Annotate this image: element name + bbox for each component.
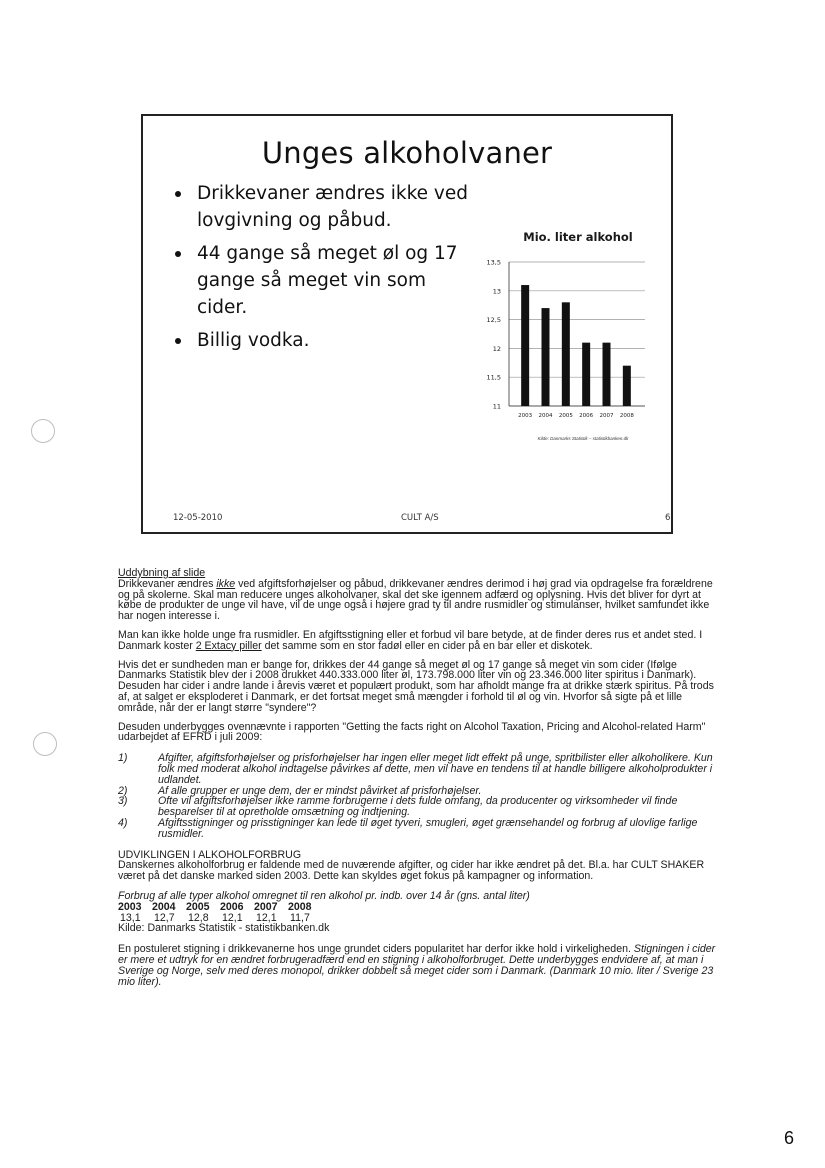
text-run: det samme som en stor fadøl eller en cider på en bar eller et diskotek. [261,639,593,652]
chart-title: Mio. liter alkohol [523,230,633,244]
notes-heading: Uddybning af slide [118,567,206,579]
bar [562,302,570,406]
list-item [118,753,716,785]
year-cell: 2004 [152,900,176,913]
bar [623,366,631,406]
list-text: Afgiftsstigninger og prisstigninger kan lede til øget tyveri, smugleri, øget grænsehandel og forbrug af ulovlige farlige rusmidler. [158,816,698,840]
year-cell: 2006 [220,900,244,913]
list-number: 4) [118,816,128,829]
text-run-italic: Stigningen i cider er mere et udtryk for en ændret forbrugeradfærd end en stigning i alkoholforbruget. Dette underbygges endvidere af, at man i Sverige og Norge, selv med deres monopol, drikker dobbelt så meget cider som i Danmark. (Danmark 10 mio. liter / Sverige 23 mio liter). [118,943,716,988]
underlined-phrase: 2 Extacy piller [195,639,262,652]
bar [603,343,611,406]
bar-chart [473,224,653,459]
text-run: ved afgiftsforhøjelser og påbud, drikkevaner ændres derimod i høj grad via opdragelse fra forældrene og på skolerne. Skal man reducere unges alkoholvaner, skal det ske igennem adfærd og oplysning. Hvis det bliver for dyrt at købe de produkter de unge vil have, vil de unge også i højere grad ty til andre rusmidler og stimulanser, hvilket samfundet ikke har nogen interesse i. [118,577,713,623]
chart-source: Kilde: Danmarks Statistik – statistikbanken.dk [537,436,629,441]
list-number: 1) [118,752,128,765]
list-item [118,818,716,840]
text-run: En postuleret stigning i drikkevanerne hos unge grundet ciders popularitet har derfor ikke hold i virkeligheden. [118,943,634,956]
slide-bullet-list [171,180,471,360]
paragraph-4: Desuden underbygges ovennævnte i rapporten "Getting the facts right on Alcohol Taxation, Pricing and Alcohol-related Harm" udarbejdet af EFRD i juli 2009: [118,720,706,744]
bar [542,308,550,406]
x-tick-label: 2004 [538,413,553,419]
year-cell: 2005 [186,900,210,913]
bar [582,343,590,406]
value-cell: 13,1 [120,911,141,924]
list-number: 2) [118,784,128,797]
value-cell: 11,7 [290,911,310,924]
value-cell: 12,1 [256,911,277,924]
x-tick-label: 2007 [599,413,614,419]
slide-bullet: Drikkevaner ændres ikke ved lovgivning og påbud. [171,180,471,234]
y-tick-label: 12 [492,344,501,353]
y-tick-label: 13,5 [486,258,501,267]
paragraph-1 [118,579,716,622]
list-text: Af alle grupper er unge dem, der er mindst påvirket af prisforhøjelser. [158,784,482,797]
list-text: Afgifter, afgiftsforhøjelser og prisforhøjelser har ingen eller meget lidt effekt på unge, spritbilister eller alkoholikere. Kun folk med moderat alkohol indtagelse påvirkes af dette, men vil have en tendens til at handle billigere alkoholprodukter i udlandet. [158,752,713,786]
table-caption: Forbrug af alle typer alkohol omregnet til ren alkohol pr. indb. over 14 år (gns. antal liter) [118,889,530,902]
slide-bullet: 44 gange så meget øl og 17 gange så meget vin som cider. [171,240,471,321]
notes-body [118,568,716,995]
chart-canvas [473,224,653,434]
paragraph-3: Hvis det er sundheden man er bange for, drikkes der 44 gange så meget øl og 17 gange så meget vin som cider (Ifølge Danmarks Statistik blev der i 2008 drukket 440.333.000 liter øl, 173.798.000 liter vin og 23.346.000 liter spiritus i Danmark). Desuden har cider i andre lande i årevis været et populært produkt, som har afholdt mange fra at drikke stærk spiritus. På trods af, at salget er eksploderet i Danmark, er det fortsat meget små mængder i forhold til øl og vin. Hvorfor så sigte på et lille område, når der er langt større "syndere"? [118,658,714,714]
list-item [118,796,716,818]
findings-list [118,753,716,839]
paragraph-2 [118,630,716,652]
slide-title: Unges alkoholvaner [261,136,553,170]
table-source: Kilde: Danmarks Statistik - statistikbanken.dk [118,922,330,935]
page-number: 6 [784,1128,795,1148]
year-cell: 2008 [288,900,312,913]
bar [521,285,529,406]
y-tick-label: 13 [492,287,501,296]
y-tick-label: 11,5 [486,373,501,382]
slide-frame [141,114,673,534]
slide-bullet: Billig vodka. [171,327,471,354]
value-cell: 12,1 [222,911,243,924]
x-tick-label: 2006 [579,413,594,419]
slide-footer-date: 12-05-2010 [173,513,223,523]
paragraph-5: Danskernes alkoholforbrug er faldende med de nuværende afgifter, og cider har ikke ændret på det. Bl.a. har CULT SHAKER været på det danske marked siden 2003. Dette kan skyldes øget fokus på kampagner og information. [118,859,705,883]
x-tick-label: 2008 [619,413,634,419]
y-tick-label: 11 [492,402,501,411]
text-run: Man kan ikke holde unge fra rusmidler. En afgiftsstigning eller et forbud vil bare betyde, at de finder deres rus et andet sted. I Danmark koster [118,628,703,652]
y-tick-label: 12,5 [486,316,501,325]
emphasis-ikke: ikke [216,577,236,590]
binder-hole-top [31,419,55,443]
slide-footer-company: CULT A/S [401,513,439,523]
value-cell: 12,8 [188,911,209,924]
year-cell: 2003 [118,900,142,913]
slide-footer-page: 6 [665,513,671,523]
binder-hole-bottom [33,732,57,756]
value-cell: 12,7 [154,911,175,924]
x-tick-label: 2005 [558,413,573,419]
text-run: Drikkevaner ændres [118,577,217,590]
list-number: 3) [118,795,128,808]
x-tick-label: 2003 [518,413,533,419]
list-text: Ofte vil afgiftsforhøjelser ikke ramme forbrugerne i dets fulde omfang, da producenter og virksomheder vil finde besparelser til at opretholde omsætning og indtjening. [158,795,678,819]
year-cell: 2007 [254,900,278,913]
section-heading: UDVIKLINGEN I ALKOHOLFORBRUG [118,848,302,861]
years-row [118,902,716,913]
paragraph-6 [118,944,716,987]
